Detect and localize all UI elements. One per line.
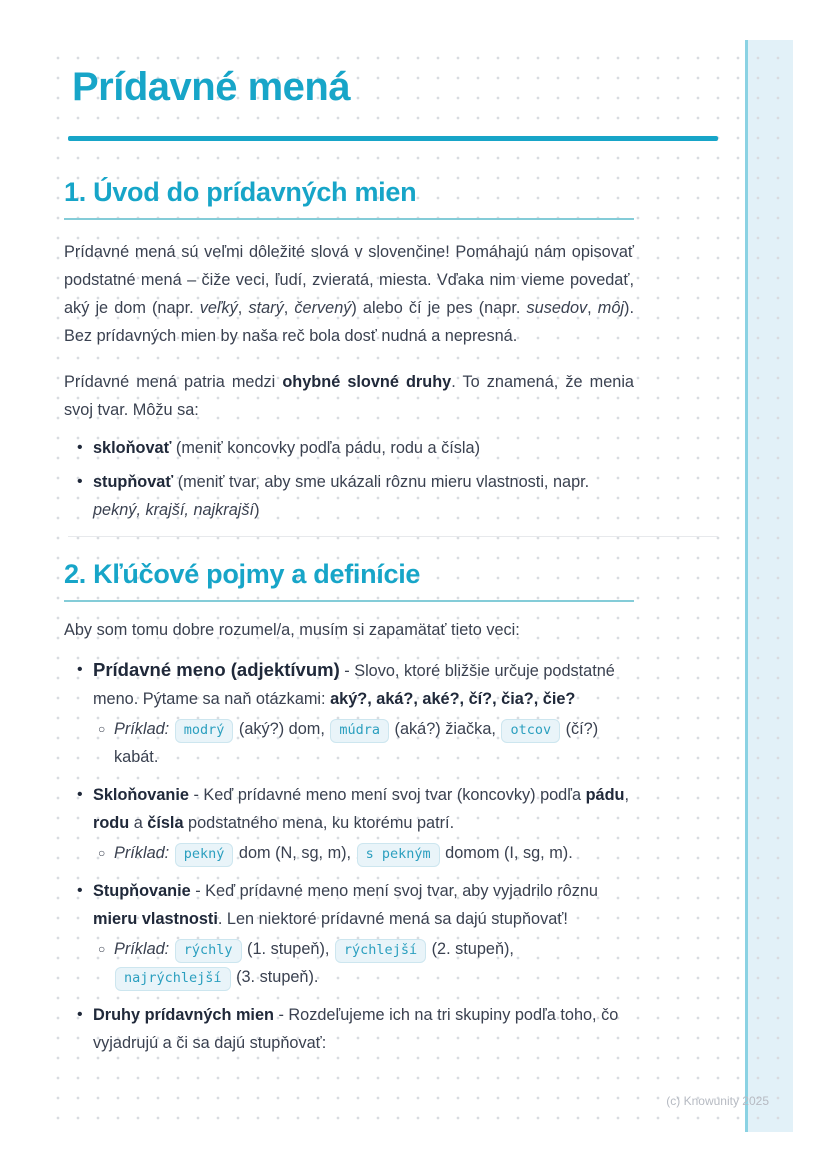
definition-item — [64, 1001, 634, 1057]
text-run: podstatného mena, ku ktorému patrí. — [183, 814, 455, 832]
section-1-heading: 1. Úvod do prídavných mien — [64, 177, 634, 220]
definition-main — [64, 1001, 634, 1057]
text-run: - Keď prídavné meno mení svoj tvar, aby vyjadrilo rôznu — [190, 882, 598, 900]
section-2-intro: Aby som tomu dobre rozumel/a, musím si zapamätať tieto veci: — [64, 621, 520, 639]
code-chip: pekný — [175, 843, 234, 867]
definition-item — [64, 877, 634, 991]
example-text — [114, 940, 514, 986]
text-run: ohybné slovné druhy — [282, 373, 452, 391]
text-run: Stupňovanie — [93, 882, 191, 900]
definition-item — [64, 656, 634, 771]
text-run: , — [237, 299, 249, 317]
text-run: domom (I, sg, m). — [440, 844, 573, 862]
definition-example — [64, 839, 634, 867]
definition-item — [64, 781, 634, 867]
code-chip: modrý — [175, 719, 234, 743]
text-run: Príklad: — [114, 720, 170, 738]
page-content — [40, 64, 634, 1057]
bullet-text — [93, 439, 480, 457]
text-run — [169, 940, 174, 958]
text-run: pekný, krajší, najkrajší — [93, 501, 255, 519]
bullet-dot-icon: • — [77, 661, 83, 678]
definition-list — [64, 656, 634, 1057]
section-key-terms — [64, 559, 634, 1057]
text-run: , — [587, 299, 598, 317]
page-title: Prídavné mená — [72, 65, 351, 109]
code-chip: múdra — [330, 719, 389, 743]
text-run: - Slovo, ktoré bližšie určuje podstatné meno. Pýtame sa naň otázkami: — [93, 662, 615, 708]
text-run: a — [129, 814, 148, 832]
text-run: Skloňovanie — [93, 786, 189, 804]
text-run: Prídavné mená sú veľmi dôležité slová v slovenčine! Pomáhajú nám opisovať podstatné mená – čiže veci, ľudí, zvieratá, miesta. Vďaka nim vieme povedať, aký je dom (napr. — [64, 243, 634, 317]
text-run: mieru vlastnosti — [93, 910, 218, 928]
bullet-circle-icon: ○ — [98, 846, 106, 860]
bullet-list — [64, 434, 634, 524]
text-run — [169, 844, 174, 862]
text-run: , — [624, 786, 629, 804]
definition-main — [64, 877, 634, 933]
code-chip: najrýchlejší — [115, 967, 231, 991]
text-run: susedov — [526, 299, 588, 317]
text-run: aký?, aká?, aké?, čí?, čia?, čie? — [330, 690, 576, 708]
text-run: (čí?) kabát. — [114, 720, 599, 766]
text-run: ) — [254, 501, 260, 519]
text-run: . Len niektoré prídavné mená sa dajú stupňovať! — [217, 910, 568, 928]
text-run: (aký?) dom, — [234, 720, 330, 738]
code-chip: s pekným — [357, 843, 440, 867]
text-run: Prídavné meno (adjektívum) — [93, 659, 340, 680]
text-run: (1. stupeň), — [242, 940, 334, 958]
bullet-dot-icon: • — [77, 882, 83, 899]
paragraph-2 — [64, 368, 634, 424]
text-run: čísla — [147, 814, 184, 832]
text-run: stupňovať — [93, 473, 174, 491]
text-run: (meniť tvar, aby sme ukázali rôznu mieru vlastnosti, napr. — [173, 473, 590, 491]
section-divider — [68, 536, 718, 537]
example-text — [114, 844, 573, 862]
title-rule — [68, 136, 718, 141]
definition-text — [93, 1006, 618, 1052]
section-2-heading: 2. Kľúčové pojmy a definície — [64, 559, 634, 602]
bullet-dot-icon: • — [77, 473, 83, 490]
text-run: pádu — [585, 786, 625, 804]
text-run: (3. stupeň). — [231, 968, 319, 986]
bullet-circle-icon: ○ — [98, 942, 106, 956]
text-run: . To znamená, že menia svoj tvar. Môžu sa: — [64, 373, 634, 419]
text-run: (2. stupeň), — [427, 940, 514, 958]
document-page — [40, 40, 793, 1132]
bullet-text — [93, 473, 589, 519]
example-text — [114, 720, 598, 766]
bullet-dot-icon: • — [77, 439, 83, 456]
text-run: červený — [294, 299, 352, 317]
definition-text — [93, 786, 629, 832]
text-run: - Rozdeľujeme ich na tri skupiny podľa toho, čo vyjadrujú a či sa dajú stupňovať: — [93, 1006, 619, 1052]
text-run: (meniť koncovky podľa pádu, rodu a čísla) — [171, 439, 480, 457]
text-run: - Keď prídavné meno mení svoj tvar (koncovky) podľa — [188, 786, 586, 804]
copyright-notice: (c) Knowunity 2025 — [666, 1094, 769, 1108]
bullet-dot-icon: • — [77, 1006, 83, 1023]
section-intro — [64, 177, 634, 524]
text-run: môj — [597, 299, 625, 317]
code-chip: rýchlejší — [335, 939, 426, 963]
bullet-dot-icon: • — [77, 786, 83, 803]
text-run: , — [283, 299, 295, 317]
definition-example — [64, 935, 634, 991]
text-run: ). Bez prídavných mien by naša reč bola dosť nudná a nepresná. — [64, 299, 634, 345]
definition-example — [64, 715, 634, 771]
bullet-circle-icon: ○ — [98, 722, 106, 736]
text-run — [169, 720, 174, 738]
text-run: ) alebo čí je pes (napr. — [351, 299, 527, 317]
definition-main — [64, 656, 634, 713]
text-run: Príklad: — [114, 844, 170, 862]
text-run: (aká?) žiačka, — [390, 720, 501, 738]
text-run: Druhy prídavných mien — [93, 1006, 274, 1024]
definition-text — [93, 882, 598, 928]
paragraph-1 — [64, 238, 634, 350]
bullet-item — [64, 468, 634, 524]
definition-main — [64, 781, 634, 837]
text-run: veľký — [199, 299, 238, 317]
text-run: Prídavné mená patria medzi — [64, 373, 283, 391]
bullet-item — [64, 434, 634, 462]
definition-text — [93, 659, 615, 708]
text-run: skloňovať — [93, 439, 172, 457]
code-chip: otcov — [501, 719, 560, 743]
code-chip: rýchly — [175, 939, 242, 963]
text-run: dom (N, sg, m), — [234, 844, 356, 862]
text-run: starý — [248, 299, 284, 317]
text-run: Príklad: — [114, 940, 170, 958]
text-run: rodu — [93, 814, 130, 832]
